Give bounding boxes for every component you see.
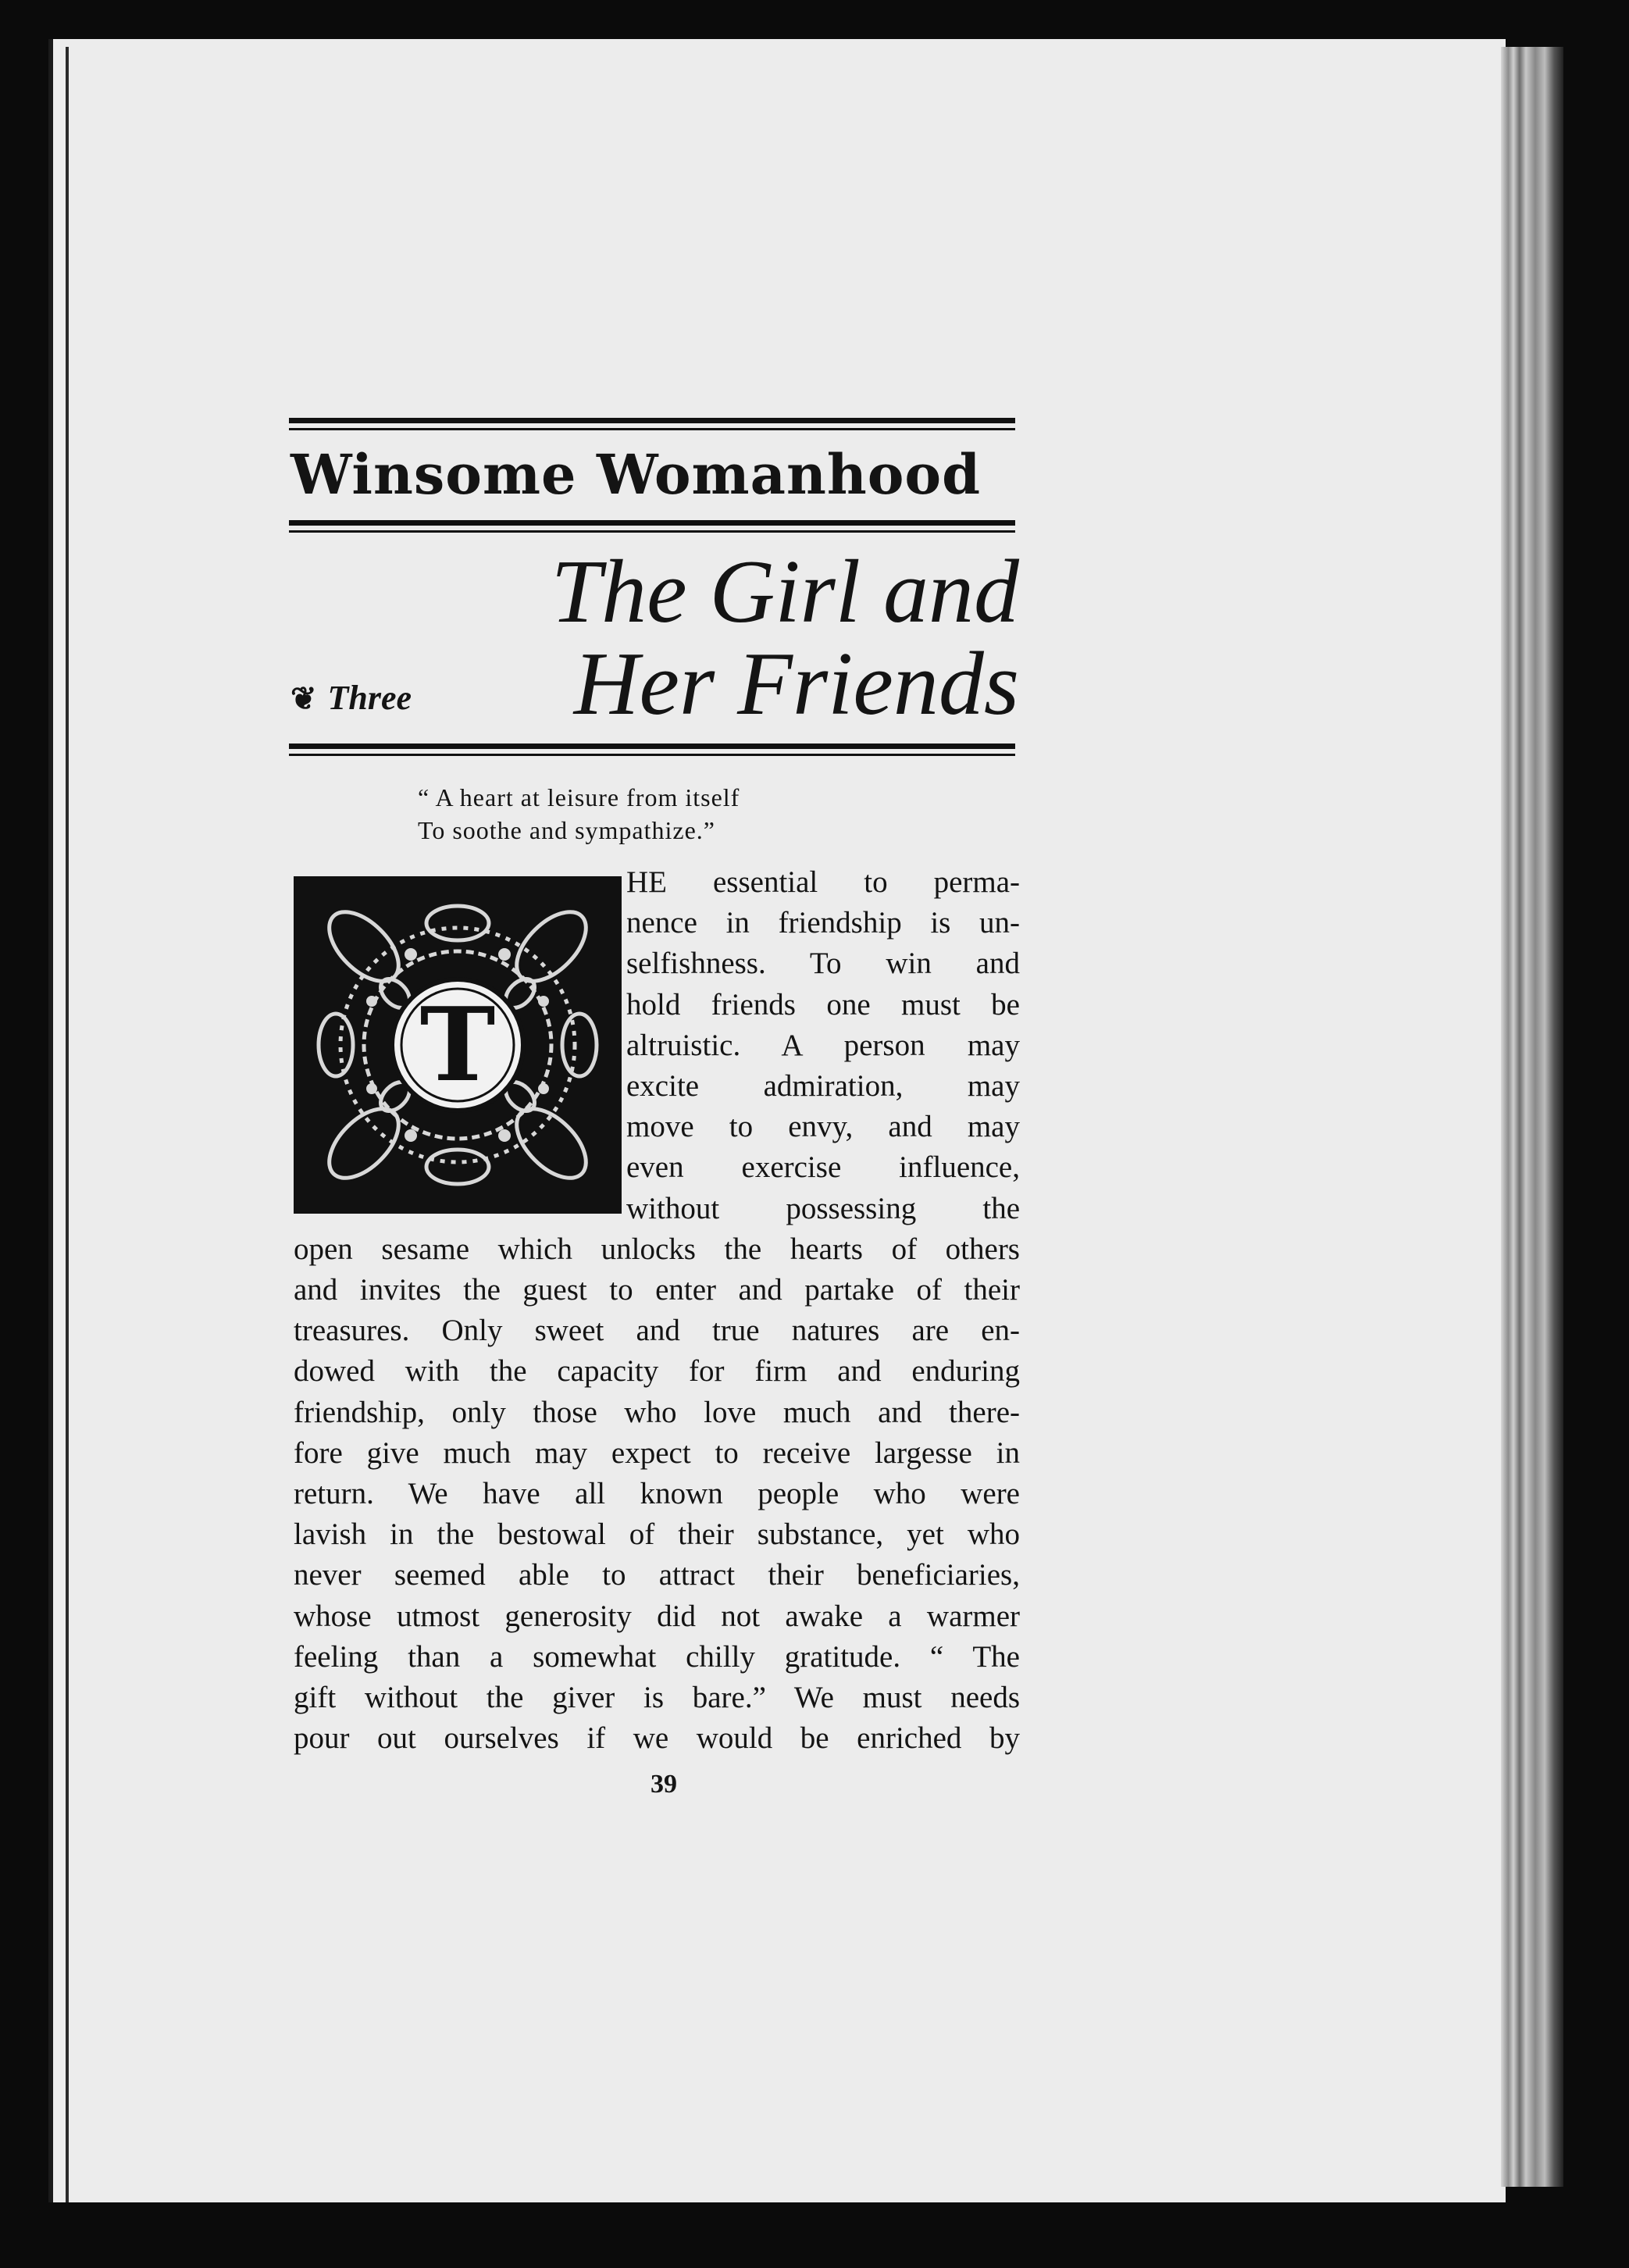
body-line: move to envy, and may bbox=[626, 1110, 1020, 1144]
article-title-line1: The Girl and bbox=[551, 542, 1019, 642]
fleuron-icon: ❦ bbox=[291, 681, 317, 716]
body-line: selfishness. To win and bbox=[626, 947, 1020, 981]
body-line: without possessing the bbox=[626, 1191, 1020, 1225]
body-line: treasures. Only sweet and true natures are en- bbox=[294, 1314, 1020, 1348]
series-rule bbox=[289, 520, 1015, 533]
body-line: return. We have all known people who were bbox=[294, 1477, 1020, 1511]
body-line: fore give much may expect to receive largesse in bbox=[294, 1435, 1020, 1470]
body-line: lavish in the bestowal of their substance, yet who bbox=[294, 1517, 1020, 1552]
body-line: gift without the giver is bare.” We must needs bbox=[294, 1681, 1020, 1715]
drop-cap-letter: T bbox=[419, 985, 496, 1104]
body-line: dowed with the capacity for firm and enduring bbox=[294, 1354, 1020, 1389]
article-title-line2: Her Friends bbox=[573, 634, 1019, 734]
body-line: excite admiration, may bbox=[626, 1069, 1020, 1104]
body-line: feeling than a somewhat chilly gratitude. “ The bbox=[294, 1639, 1020, 1674]
body-line: hold friends one must be bbox=[626, 987, 1020, 1022]
body-line: and invites the guest to enter and partake of their bbox=[294, 1273, 1020, 1307]
title-rule bbox=[289, 744, 1015, 756]
part-label-text: Three bbox=[327, 679, 412, 717]
epigraph-line-1: “ A heart at leisure from itself bbox=[418, 783, 740, 811]
body-line: pour out ourselves if we would be enriched by bbox=[294, 1721, 1020, 1756]
epigraph-line-2: To soothe and sympathize.” bbox=[418, 816, 715, 844]
body-line: whose utmost generosity did not awake a warmer bbox=[294, 1599, 1020, 1633]
body-line: HE essential to perma- bbox=[626, 865, 1020, 899]
body-line: even exercise influence, bbox=[626, 1150, 1020, 1185]
page-stack-edge bbox=[1501, 47, 1563, 2187]
top-rule bbox=[289, 418, 1015, 430]
body-line: altruistic. A person may bbox=[626, 1028, 1020, 1062]
page-number: 39 bbox=[651, 1770, 677, 1799]
series-title: Winsome Womanhood bbox=[291, 442, 982, 507]
body-line: open sesame which unlocks the hearts of others bbox=[294, 1232, 1020, 1266]
gutter-line bbox=[66, 47, 69, 2202]
body-line: friendship, only those who love much and there- bbox=[294, 1395, 1020, 1429]
body-line: never seemed able to attract their beneficiaries, bbox=[294, 1558, 1020, 1592]
body-line: nence in friendship is un- bbox=[626, 906, 1020, 940]
part-label bbox=[291, 678, 412, 718]
body-text bbox=[294, 862, 1020, 1759]
epigraph bbox=[418, 781, 740, 847]
drop-cap-space bbox=[294, 862, 626, 1207]
